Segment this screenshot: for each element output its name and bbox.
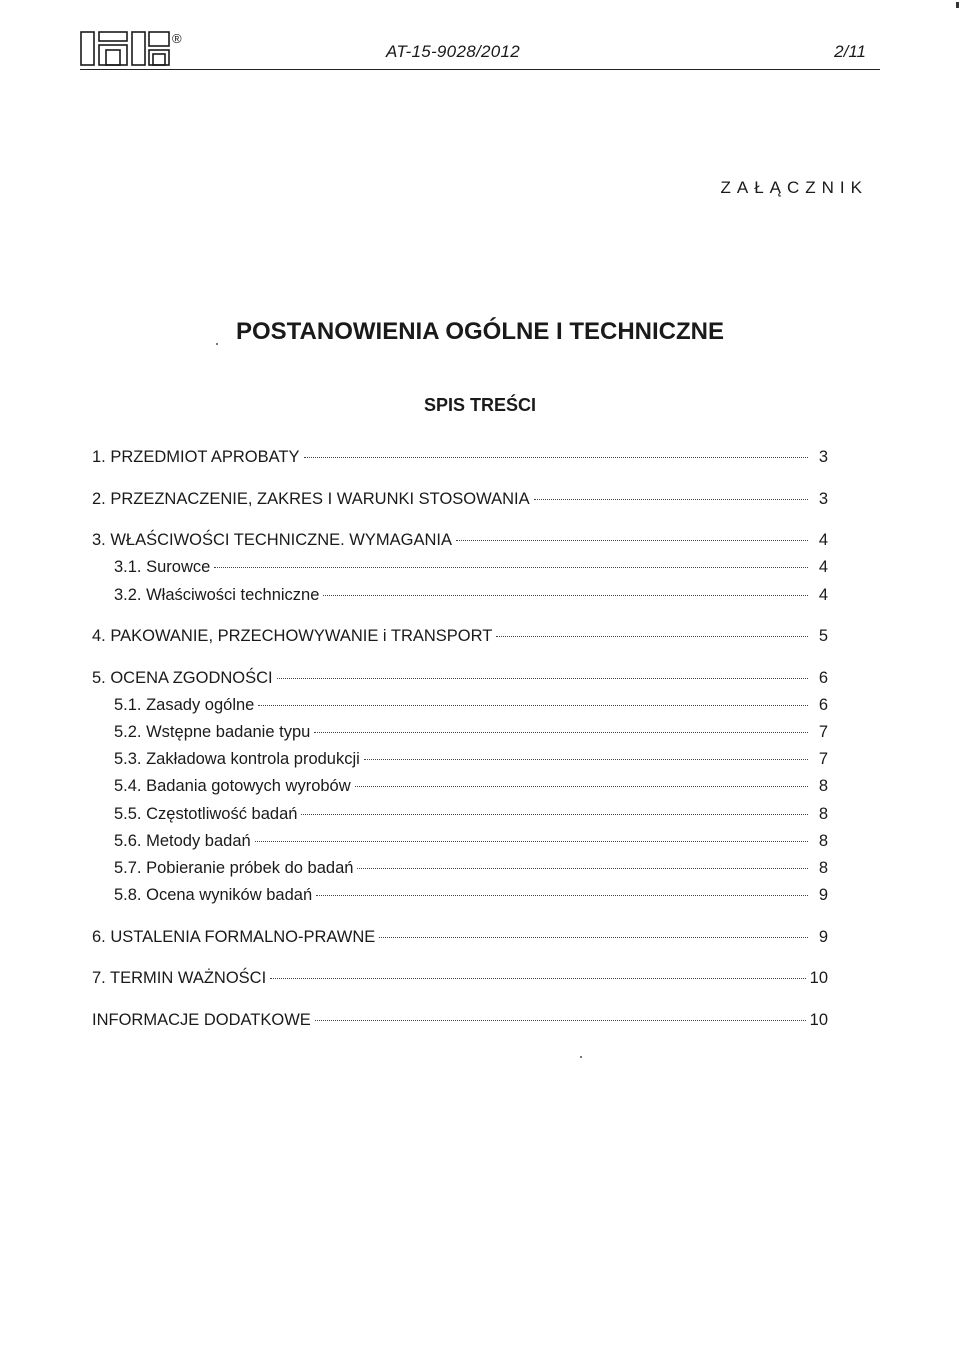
- toc-leader-dots: [364, 759, 808, 760]
- toc-entry-label: 1. PRZEDMIOT APROBATY: [92, 448, 300, 466]
- toc-entry: [92, 696, 828, 723]
- toc-leader-dots: [379, 937, 808, 938]
- toc-entry-page: 3: [818, 489, 828, 508]
- toc-entry: [92, 1011, 828, 1038]
- toc-leader-dots: [323, 595, 808, 596]
- toc-entry-label: 3. WŁAŚCIWOŚCI TECHNICZNE. WYMAGANIA: [92, 531, 452, 550]
- toc-entry: [92, 531, 828, 558]
- toc-entry-page: 3: [818, 448, 828, 466]
- itb-logo: [80, 30, 200, 70]
- toc-entry-label: INFORMACJE DODATKOWE: [92, 1010, 311, 1029]
- toc-entry-label: 5. OCENA ZGODNOŚCI: [92, 668, 273, 687]
- document-number: AT-15-9028/2012: [386, 42, 520, 61]
- toc-entry: [92, 805, 828, 832]
- toc-leader-dots: [214, 567, 808, 568]
- toc-entry-label: 5.8. Ocena wyników badań: [114, 886, 313, 905]
- toc-entry-label: 5.4. Badania gotowych wyrobów: [114, 777, 351, 796]
- toc-entry: [92, 586, 828, 613]
- toc-entry: [92, 886, 828, 913]
- toc-entry-page: 7: [818, 750, 828, 769]
- toc-entry: [92, 627, 828, 654]
- annex-label: ZAŁĄCZNIK: [720, 178, 868, 197]
- toc-entry: [92, 750, 828, 777]
- toc-leader-dots: [301, 814, 808, 815]
- toc-leader-dots: [314, 732, 808, 733]
- toc-entry-label: 3.1. Surowce: [114, 558, 211, 577]
- toc-entry-page: 8: [818, 831, 828, 850]
- toc-leader-dots: [357, 868, 808, 869]
- toc-entry-label: 5.3. Zakładowa kontrola produkcji: [114, 750, 360, 769]
- toc-leader-dots: [456, 540, 808, 541]
- toc-entry-page: 8: [818, 777, 828, 796]
- toc-entry-label: 5.5. Częstotliwość badań: [114, 804, 298, 823]
- toc-entry-label: 4. PAKOWANIE, PRZECHOWYWANIE i TRANSPORT: [92, 627, 493, 646]
- toc-entry-page: 10: [809, 969, 828, 988]
- toc-leader-dots: [304, 457, 808, 458]
- toc-entry-label: 7. TERMIN WAŻNOŚCI: [92, 969, 267, 988]
- page-number: 2/11: [834, 42, 866, 61]
- toc-entry-label: 5.6. Metody badań: [114, 831, 251, 850]
- page-title: POSTANOWIENIA OGÓLNE I TECHNICZNE: [235, 318, 724, 345]
- toc-leader-dots: [496, 636, 808, 637]
- toc-leader-dots: [277, 678, 808, 679]
- toc-entry-page: 5: [818, 627, 828, 646]
- page-header: [80, 30, 880, 70]
- toc-leader-dots: [355, 786, 808, 787]
- toc-leader-dots: [270, 978, 805, 979]
- toc-leader-dots: [255, 841, 808, 842]
- toc-entry-page: 8: [818, 859, 828, 877]
- toc-entry-page: 6: [818, 695, 828, 714]
- toc-leader-dots: [534, 499, 808, 500]
- toc-entry-label: 5.1. Zasady ogólne: [114, 695, 255, 714]
- toc-entry: [92, 859, 828, 886]
- toc-entry-page: 4: [818, 585, 828, 604]
- toc-entry: [92, 832, 828, 859]
- toc-entry-label: 5.2. Wstępne badanie typu: [114, 723, 311, 742]
- toc-entry-page: 4: [818, 531, 828, 550]
- toc-entry: [92, 669, 828, 696]
- toc-entry-page: 7: [818, 723, 828, 742]
- toc-entry: [92, 448, 828, 475]
- table-of-contents: [92, 448, 828, 1038]
- toc-entry: [92, 723, 828, 750]
- toc-entry-label: 2. PRZEZNACZENIE, ZAKRES I WARUNKI STOSOWANIA: [92, 489, 530, 508]
- toc-entry: [92, 490, 828, 517]
- scan-speck: [216, 343, 218, 345]
- toc-entry: [92, 969, 828, 996]
- toc-entry-label: 3.2. Właściwości techniczne: [114, 585, 320, 604]
- toc-heading: SPIS TREŚCI: [423, 395, 537, 415]
- toc-leader-dots: [315, 1020, 806, 1021]
- toc-entry-page: 9: [818, 927, 828, 946]
- toc-entry-label: 6. USTALENIA FORMALNO-PRAWNE: [92, 927, 376, 946]
- toc-entry: [92, 558, 828, 585]
- scan-speck: [580, 1056, 582, 1058]
- toc-entry-page: 4: [818, 558, 828, 577]
- toc-entry: [92, 777, 828, 804]
- toc-leader-dots: [258, 705, 808, 706]
- scan-speck: [956, 2, 959, 8]
- registered-mark: ®: [172, 31, 182, 46]
- toc-entry-page: 10: [809, 1010, 828, 1029]
- toc-leader-dots: [316, 895, 808, 896]
- toc-entry-page: 6: [818, 668, 828, 687]
- toc-entry-page: 9: [818, 886, 828, 905]
- toc-entry-label: 5.7. Pobieranie próbek do badań: [114, 859, 354, 877]
- toc-entry-page: 8: [818, 804, 828, 823]
- toc-entry: [92, 928, 828, 955]
- header-divider: [80, 69, 880, 70]
